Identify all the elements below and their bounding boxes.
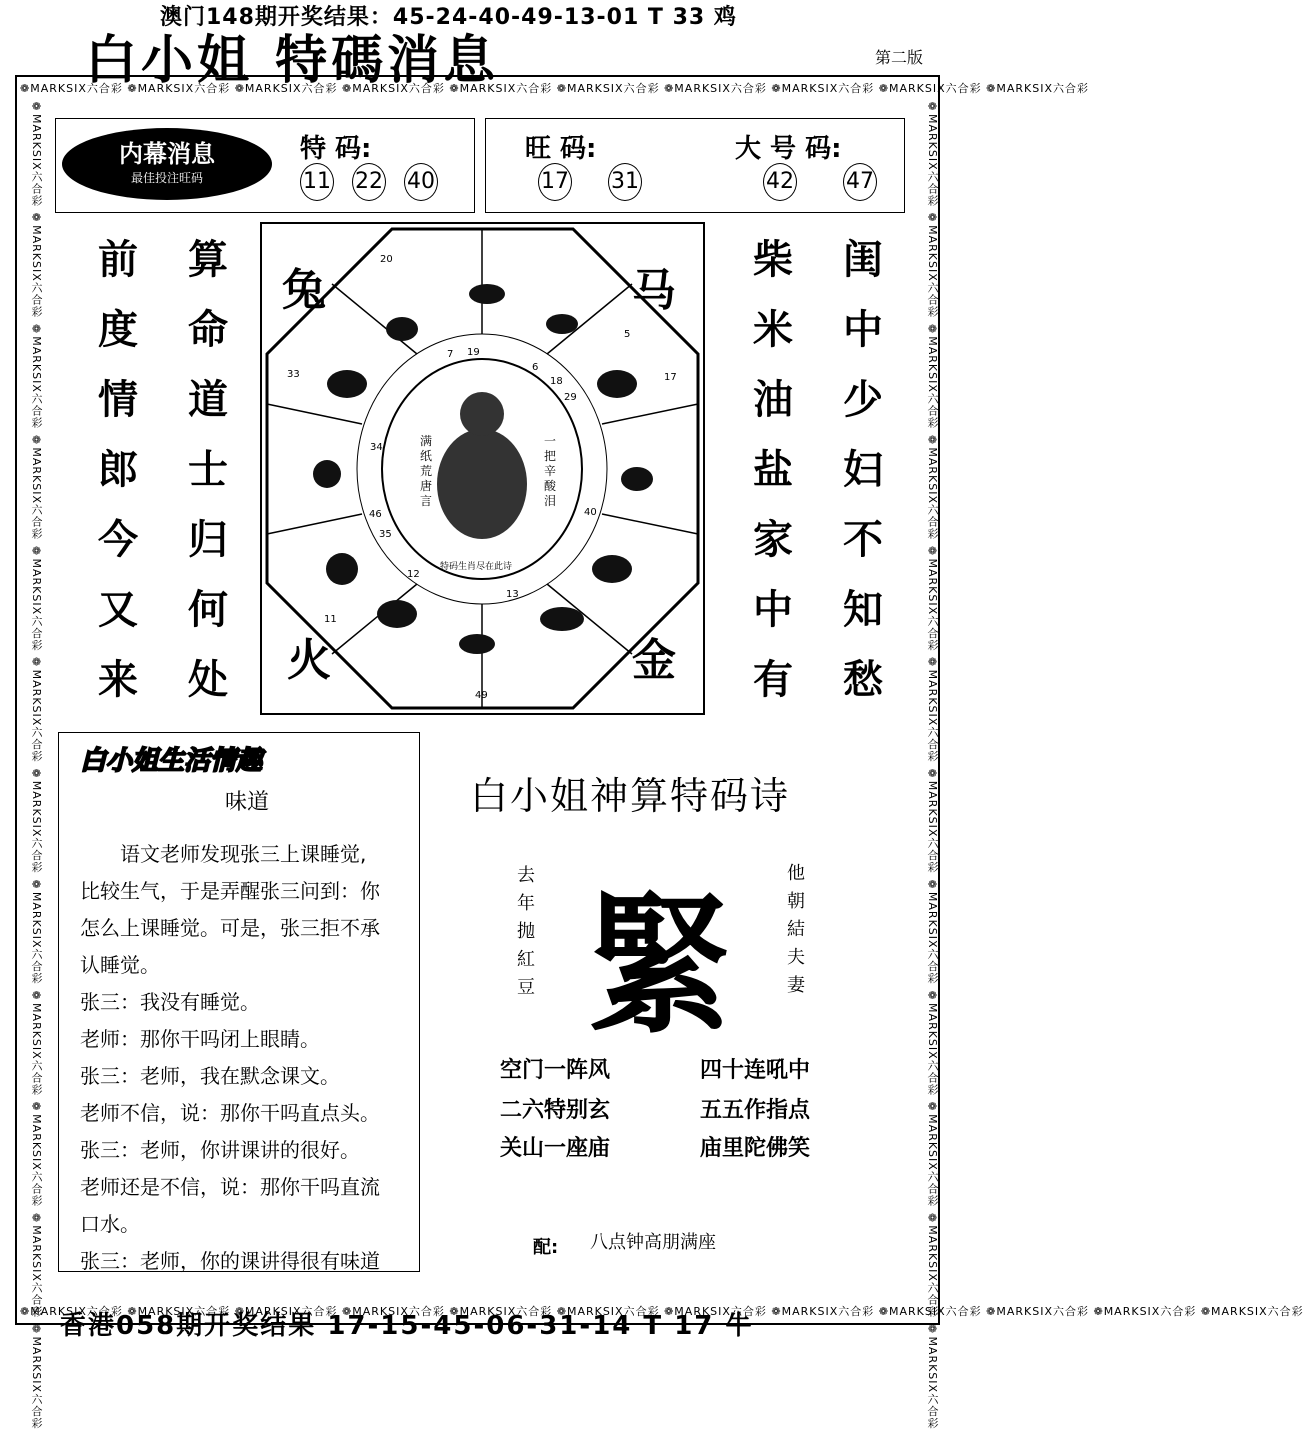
corner-rabbit: 兔 bbox=[282, 265, 326, 316]
bubble-subtitle: 最佳投注旺码 bbox=[130, 171, 203, 185]
wang-label: 旺 码: bbox=[525, 134, 597, 164]
poem-char: 知 bbox=[843, 587, 883, 633]
page-title: 白小姐 特碼消息 bbox=[85, 31, 500, 91]
poem-char: 今 bbox=[98, 517, 138, 563]
joke-line: 张三：老师，你讲课讲的很好。 bbox=[80, 1138, 360, 1162]
wheel-number: 11 bbox=[324, 614, 337, 625]
poem-char: 前 bbox=[98, 237, 138, 283]
wheel-number: 19 bbox=[467, 347, 480, 358]
side-char: 抛 bbox=[517, 921, 535, 942]
wheel-number: 20 bbox=[380, 254, 393, 265]
corner-fire: 火 bbox=[287, 635, 331, 686]
right-poem-col-1 bbox=[748, 225, 798, 715]
left-band: ❁MARKSIX六合彩 ❁MARKSIX六合彩 ❁MARKSIX六合彩 ❁MARKSIX六合彩 ❁MARKSIX六合彩 ❁MARKSIX六合彩 ❁MARKSIX六合彩 ❁MARKSIX六合彩 ❁MARKSIX六合彩 ❁MARKSIX六合彩 ❁MARKSIX六合彩 ❁MARKSIX六合彩 bbox=[30, 100, 43, 1429]
poem-char: 盐 bbox=[753, 447, 793, 493]
joke-line: 张三：老师，你的课讲得很有味道 bbox=[80, 1249, 380, 1273]
joke-line: 口水。 bbox=[80, 1212, 140, 1236]
poem-char: 不 bbox=[843, 517, 883, 563]
wheel-number: 17 bbox=[664, 372, 677, 383]
poem-char: 中 bbox=[753, 587, 793, 633]
poem-line: 四十连吼中 bbox=[700, 1058, 811, 1083]
poem-char: 命 bbox=[188, 307, 228, 353]
joke-line: 认睡觉。 bbox=[80, 953, 160, 977]
poem-line: 庙里陀佛笑 bbox=[700, 1136, 811, 1161]
side-char: 去 bbox=[517, 865, 535, 886]
right-band: ❁MARKSIX六合彩 ❁MARKSIX六合彩 ❁MARKSIX六合彩 ❁MARKSIX六合彩 ❁MARKSIX六合彩 ❁MARKSIX六合彩 ❁MARKSIX六合彩 ❁MARKSIX六合彩 ❁MARKSIX六合彩 ❁MARKSIX六合彩 ❁MARKSIX六合彩 ❁MARKSIX六合彩 bbox=[926, 100, 939, 1429]
joke-line: 怎么上课睡觉。可是，张三拒不承 bbox=[80, 916, 380, 940]
wang-ball-2: 31 bbox=[608, 163, 642, 201]
poem-char: 米 bbox=[753, 307, 793, 353]
wang-ball-1: 17 bbox=[538, 163, 572, 201]
wheel-number: 40 bbox=[584, 507, 597, 518]
poem-line: 五五作指点 bbox=[700, 1098, 811, 1123]
poem-char: 有 bbox=[753, 657, 793, 703]
side-char: 豆 bbox=[517, 977, 535, 998]
wheel-number: 46 bbox=[369, 509, 382, 520]
wheel-number: 18 bbox=[550, 376, 563, 387]
big-number-label: 大 号 码: bbox=[735, 134, 842, 164]
joke-subtitle: 味道 bbox=[225, 790, 270, 815]
joke-line: 老师还是不信，说：那你干吗直流 bbox=[80, 1175, 380, 1199]
poem-char: 家 bbox=[753, 517, 793, 563]
left-verse: 满纸荒唐言 bbox=[420, 434, 433, 508]
poem-char: 度 bbox=[98, 307, 138, 353]
special-ball-3: 40 bbox=[404, 163, 438, 201]
bubble-title: 内幕消息 bbox=[119, 140, 215, 168]
poem-title: 白小姐神算特码诗 bbox=[470, 774, 791, 818]
band-text: ❁MARKSIX六合彩 ❁MARKSIX六合彩 ❁MARKSIX六合彩 ❁MARKSIX六合彩 ❁MARKSIX六合彩 ❁MARKSIX六合彩 ❁MARKSIX六合彩 ❁MARKSIX六合彩 ❁MARKSIX六合彩 ❁MARKSIX六合彩 bbox=[20, 82, 1089, 95]
wheel-number: 5 bbox=[624, 329, 631, 340]
side-char: 他 bbox=[787, 863, 805, 884]
left-poem-col-1 bbox=[93, 225, 143, 715]
pair-text: 八点钟高朋满座 bbox=[590, 1232, 716, 1253]
side-char: 朝 bbox=[787, 891, 805, 912]
right-verse: 一把辛酸泪 bbox=[544, 434, 557, 508]
wheel-number: 33 bbox=[287, 369, 300, 380]
joke-line: 张三：老师，我在默念课文。 bbox=[80, 1064, 340, 1088]
big-ball-1: 42 bbox=[763, 163, 797, 201]
poem-left-side bbox=[515, 862, 537, 1002]
poem-char: 少 bbox=[843, 377, 883, 423]
poem-char: 算 bbox=[188, 237, 228, 283]
poem-char: 中 bbox=[843, 307, 883, 353]
poem-char: 又 bbox=[98, 587, 138, 633]
wheel-caption: 特码生肖尽在此诗 bbox=[440, 562, 513, 572]
side-char: 紅 bbox=[517, 949, 535, 970]
side-char: 結 bbox=[787, 919, 805, 940]
right-poem-col-2 bbox=[838, 225, 888, 715]
poem-char: 道 bbox=[188, 377, 228, 423]
insider-bubble bbox=[62, 128, 272, 200]
joke-line: 张三：我没有睡觉。 bbox=[80, 990, 260, 1014]
wheel-number: 7 bbox=[447, 349, 454, 360]
zodiac-wheel bbox=[260, 222, 705, 715]
joke-title: 白小姐生活情趣 bbox=[80, 746, 263, 776]
edition-label: 第二版 bbox=[875, 48, 924, 67]
poem-char: 郎 bbox=[98, 447, 138, 493]
wheel-number: 49 bbox=[475, 690, 488, 701]
side-char: 年 bbox=[517, 893, 535, 914]
wheel-number: 29 bbox=[564, 392, 577, 403]
poem-char: 士 bbox=[188, 447, 228, 493]
poem-char: 油 bbox=[753, 377, 793, 423]
poem-char: 柴 bbox=[753, 237, 793, 283]
left-poem-col-2 bbox=[183, 225, 233, 715]
joke-line: 比较生气，于是弄醒张三问到：你 bbox=[80, 879, 380, 903]
poem-char: 来 bbox=[98, 657, 138, 703]
corner-metal: 金 bbox=[632, 635, 676, 686]
poem-char: 何 bbox=[188, 587, 228, 633]
wheel-number: 34 bbox=[370, 442, 383, 453]
bottom-band: ❁MARKSIX六合彩 ❁MARKSIX六合彩 ❁MARKSIX六合彩 ❁MARKSIX六合彩 ❁MARKSIX六合彩 ❁MARKSIX六合彩 ❁MARKSIX六合彩 ❁MARKSIX六合彩 ❁MARKSIX六合彩 ❁MARKSIX六合彩 ❁MARKSIX六合彩 ❁MARKSIX六合彩 bbox=[20, 1305, 1304, 1318]
poem-char: 处 bbox=[188, 657, 228, 703]
poem-line: 二六特别玄 bbox=[500, 1098, 611, 1123]
joke-line: 老师：那你干吗闭上眼睛。 bbox=[80, 1027, 320, 1051]
poem-char: 闺 bbox=[843, 237, 883, 283]
side-char: 夫 bbox=[787, 947, 805, 968]
special-label: 特 码: bbox=[300, 134, 372, 164]
poem-key-char: 緊 bbox=[585, 878, 736, 1054]
pair-label: 配: bbox=[533, 1237, 559, 1258]
joke-line: 语文老师发现张三上课睡觉, bbox=[120, 842, 367, 866]
corner-horse: 马 bbox=[632, 265, 676, 316]
bottom-result-banner: 香港058期开奖结果 17-15-45-06-31-14 T 17 牛 bbox=[60, 1311, 754, 1341]
top-result-banner: 澳门148期开奖结果：45-24-40-49-13-01 T 33 鸡 bbox=[160, 5, 737, 30]
wheel-number: 13 bbox=[506, 589, 519, 600]
special-ball-1: 11 bbox=[300, 163, 334, 201]
poem-line: 关山一座庙 bbox=[500, 1136, 611, 1161]
wheel-number: 12 bbox=[407, 569, 420, 580]
special-ball-2: 22 bbox=[352, 163, 386, 201]
poem-char: 情 bbox=[98, 377, 138, 423]
joke-line: 老师不信，说：那你干吗直点头。 bbox=[80, 1101, 380, 1125]
poem-line: 空门一阵风 bbox=[500, 1058, 611, 1083]
poem-right-side bbox=[785, 860, 807, 1000]
side-char: 妻 bbox=[787, 975, 805, 996]
wheel-number: 35 bbox=[379, 529, 392, 540]
poem-char: 归 bbox=[188, 517, 228, 563]
wheel-number: 6 bbox=[532, 362, 539, 373]
poem-char: 愁 bbox=[843, 657, 883, 703]
poem-char: 妇 bbox=[843, 447, 883, 493]
big-ball-2: 47 bbox=[843, 163, 877, 201]
